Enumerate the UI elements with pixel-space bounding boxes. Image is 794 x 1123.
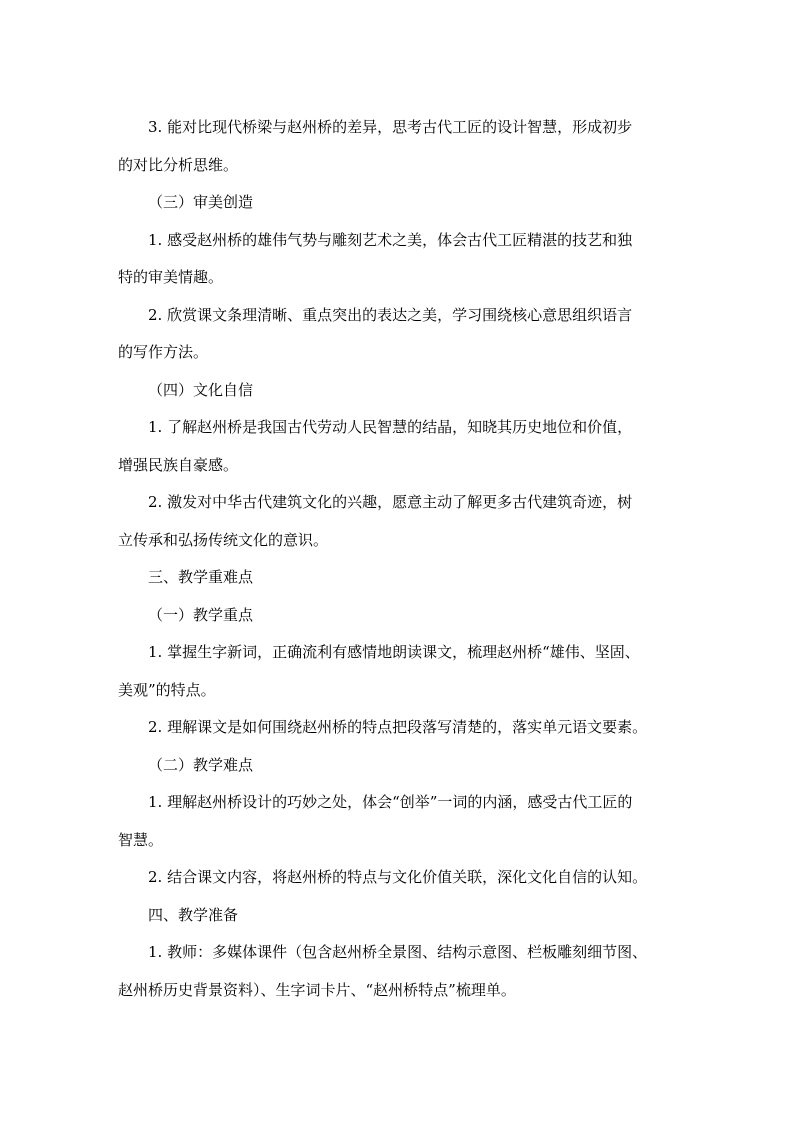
paragraph-key-2: 2. 理解课文是如何围绕赵州桥的特点把段落写清楚的，落实单元语文要素。 bbox=[148, 718, 648, 736]
paragraph-objective-3-line-1: 3. 能对比现代桥梁与赵州桥的差异，思考古代工匠的设计智慧，形成初步 bbox=[148, 118, 633, 136]
paragraph-culture-2-line-1: 2. 激发对中华古代建筑文化的兴趣，愿意主动了解更多古代建筑奇迹，树 bbox=[148, 493, 633, 511]
paragraph-key-1-line-2: 美观”的特点。 bbox=[118, 680, 216, 699]
paragraph-key-1-line-1: 1. 掌握生字新词，正确流利有感情地朗读课文，梳理赵州桥“雄伟、坚固、 bbox=[148, 643, 640, 661]
paragraph-difficult-2: 2. 结合课文内容，将赵州桥的特点与文化价值关联，深化文化自信的认知。 bbox=[148, 868, 648, 886]
heading-aesthetic-creation: （三）审美创造 bbox=[148, 193, 254, 211]
paragraph-culture-1-line-2: 增强民族自豪感。 bbox=[118, 455, 239, 474]
heading-teaching-preparation: 四、教学准备 bbox=[148, 905, 239, 924]
paragraph-aesthetic-1-line-1: 1. 感受赵州桥的雄伟气势与雕刻艺术之美，体会古代工匠精湛的技艺和独 bbox=[148, 230, 633, 249]
document-body bbox=[118, 109, 684, 1009]
paragraph-aesthetic-2-line-2: 的写作方法。 bbox=[118, 343, 209, 361]
paragraph-culture-1-line-1: 1. 了解赵州桥是我国古代劳动人民智慧的结晶，知晓其历史地位和价值， bbox=[148, 418, 633, 436]
heading-key-points: （一）教学重点 bbox=[148, 605, 254, 624]
paragraph-objective-3-line-2: 的对比分析思维。 bbox=[118, 155, 239, 174]
paragraph-difficult-1-line-2: 智慧。 bbox=[118, 830, 164, 849]
paragraph-preparation-1-line-1: 1. 教师：多媒体课件（包含赵州桥全景图、结构示意图、栏板雕刻细节图、 bbox=[148, 943, 648, 961]
paragraph-aesthetic-2-line-1: 2. 欣赏课文条理清晰、重点突出的表达之美，学习围绕核心意思组织语言 bbox=[148, 305, 633, 324]
heading-key-difficult-points: 三、教学重难点 bbox=[148, 568, 254, 586]
paragraph-difficult-1-line-1: 1. 理解赵州桥设计的巧妙之处，体会“创举”一词的内涵，感受古代工匠的 bbox=[148, 793, 633, 811]
paragraph-aesthetic-1-line-2: 特的审美情趣。 bbox=[118, 268, 224, 286]
paragraph-preparation-1-line-2: 赵州桥历史背景资料）、生字词卡片、“赵州桥特点”梳理单。 bbox=[118, 980, 516, 999]
paragraph-culture-2-line-2: 立传承和弘扬传统文化的意识。 bbox=[118, 530, 329, 549]
heading-difficult-points: （二）教学难点 bbox=[148, 755, 254, 774]
heading-cultural-confidence: （四）文化自信 bbox=[148, 380, 254, 399]
